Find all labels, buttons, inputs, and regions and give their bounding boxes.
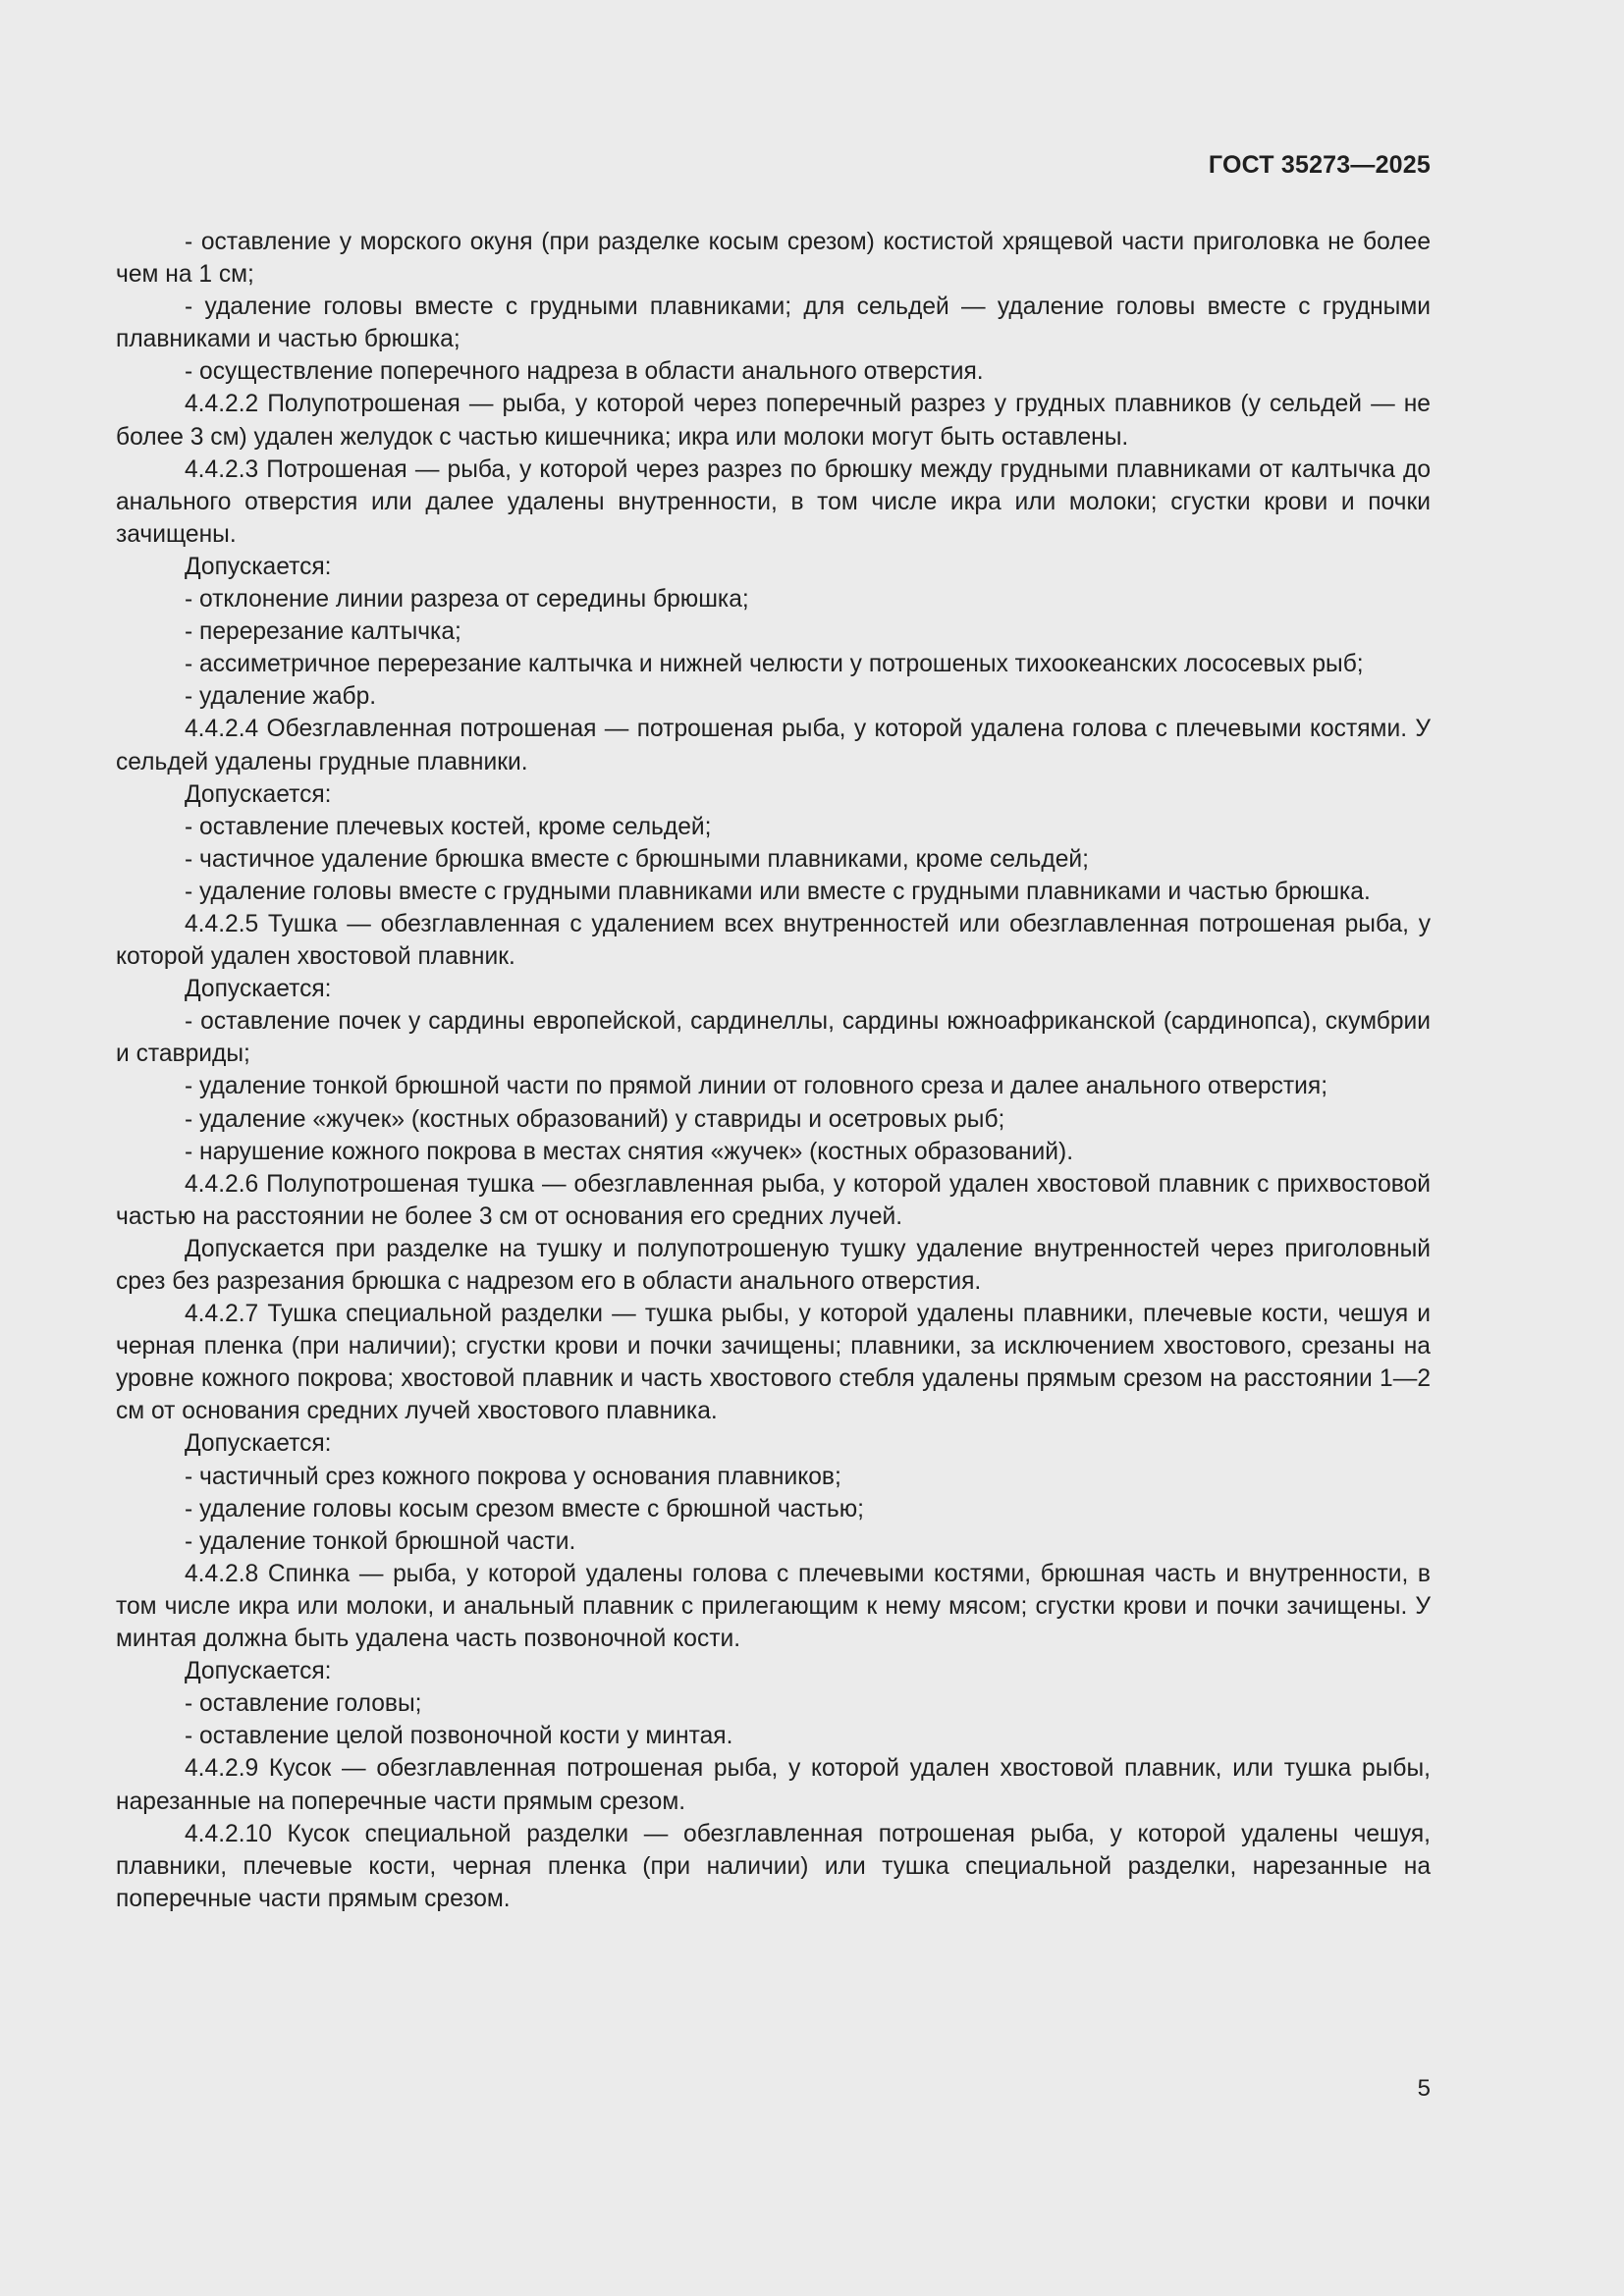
paragraph: - удаление «жучек» (костных образований) у ставриды и осетровых рыб; <box>185 1105 1005 1133</box>
paragraph: - осуществление поперечного надреза в области анального отверстия. <box>185 358 984 386</box>
page-number: 5 <box>1417 2075 1431 2102</box>
paragraph: - частичный срез кожного покрова у основания плавников; <box>185 1463 841 1490</box>
paragraph: - нарушение кожного покрова в местах снятия «жучек» (костных образований). <box>185 1138 1074 1165</box>
paragraph: - удаление тонкой брюшной части. <box>185 1527 576 1555</box>
paragraph: Допускается: <box>185 1430 332 1458</box>
paragraph: 4.4.2.7 Тушка специальной разделки — тушка рыбы, у которой удалены плавники, плечевые кости, чешуя и черная пленка (при наличии); сгустки крови и почки зачищены; плавники, за исключением хвостового, срезаны на уровне кожного покрова; хвостовой плавник и часть хвостового стебля удалены прямым срезом на расстоянии 1—2 см от основания средних лучей хвостового плавника. <box>116 1301 1431 1425</box>
paragraph: Допускается: <box>185 976 332 1003</box>
paragraph: - оставление почек у сардины европейской, сардинеллы, сардины южноафриканской (сардинопса), скумбрии и ставриды; <box>116 1008 1431 1068</box>
paragraph: - удаление тонкой брюшной части по прямой линии от головного среза и далее анального отверстия; <box>185 1073 1328 1100</box>
standard-identifier: ГОСТ 35273—2025 <box>1208 151 1431 179</box>
paragraph: Допускается: <box>185 553 332 580</box>
paragraph: - оставление у морского окуня (при разделке косым срезом) костистой хрящевой части приголовка не более чем на 1 см; <box>116 229 1431 289</box>
paragraph: - частичное удаление брюшка вместе с брюшными плавниками, кроме сельдей; <box>185 845 1089 873</box>
paragraph: - оставление целой позвоночной кости у минтая. <box>185 1723 733 1750</box>
paragraph: Допускается: <box>185 780 332 808</box>
paragraph: 4.4.2.3 Потрошеная — рыба, у которой через разрез по брюшку между грудными плавниками от калтычка до анального отверстия или далее удалены внутренности, в том числе икра или молоки; сгустки крови и почки зачищены. <box>116 455 1431 548</box>
paragraph: 4.4.2.4 Обезглавленная потрошеная — потрошеная рыба, у которой удалена голова с плечевыми костями. У сельдей удалены грудные плавники. <box>116 716 1431 775</box>
paragraph: 4.4.2.2 Полупотрошеная — рыба, у которой через поперечный разрез у грудных плавников (у сельдей — не более 3 см) удален желудок с частью кишечника; икра или молоки могут быть оставлены. <box>116 391 1431 451</box>
paragraph: Допускается при разделке на тушку и полупотрошеную тушку удаление внутренностей через приголовный срез без разрезания брюшка с надрезом его в области анального отверстия. <box>116 1235 1431 1295</box>
paragraph: 4.4.2.10 Кусок специальной разделки — обезглавленная потрошеная рыба, у которой удалены чешуя, плавники, плечевые кости, черная пленка (при наличии) или тушка специальной разделки, нарезанные на поперечные части прямым срезом. <box>116 1820 1431 1912</box>
paragraph: - удаление головы косым срезом вместе с брюшной частью; <box>185 1495 865 1522</box>
paragraph: - перерезание калтычка; <box>185 618 461 646</box>
paragraph: - оставление головы; <box>185 1690 422 1718</box>
paragraph: - ассиметричное перерезание калтычка и нижней челюсти у потрошеных тихоокеанских лососевых рыб; <box>185 651 1364 678</box>
paragraph: - удаление жабр. <box>185 683 377 711</box>
paragraph: - отклонение линии разреза от середины брюшка; <box>185 586 749 614</box>
paragraph: Допускается: <box>185 1658 332 1685</box>
document-body <box>116 226 1431 1915</box>
paragraph: 4.4.2.9 Кусок — обезглавленная потрошеная рыба, у которой удален хвостовой плавник, или тушка рыбы, нарезанные на поперечные части прямым срезом. <box>116 1755 1431 1815</box>
paragraph: - удаление головы вместе с грудными плавниками; для сельдей — удаление головы вместе с грудными плавниками и частью брюшка; <box>116 294 1431 353</box>
paragraph: 4.4.2.8 Спинка — рыба, у которой удалены голова с плечевыми костями, брюшная часть и внутренности, в том числе икра или молоки, и анальный плавник с прилегающим к нему мясом; сгустки крови и почки зачищены. У минтая должна быть удалена часть позвоночной кости. <box>116 1560 1431 1653</box>
paragraph: 4.4.2.5 Тушка — обезглавленная с удалением всех внутренностей или обезглавленная потрошеная рыба, у которой удален хвостовой плавник. <box>116 910 1431 971</box>
paragraph: 4.4.2.6 Полупотрошеная тушка — обезглавленная рыба, у которой удален хвостовой плавник с прихвостовой частью на расстоянии не более 3 см от основания его средних лучей. <box>116 1170 1431 1230</box>
paragraph: - оставление плечевых костей, кроме сельдей; <box>185 813 712 840</box>
paragraph: - удаление головы вместе с грудными плавниками или вместе с грудными плавниками и частью брюшка. <box>185 878 1371 905</box>
